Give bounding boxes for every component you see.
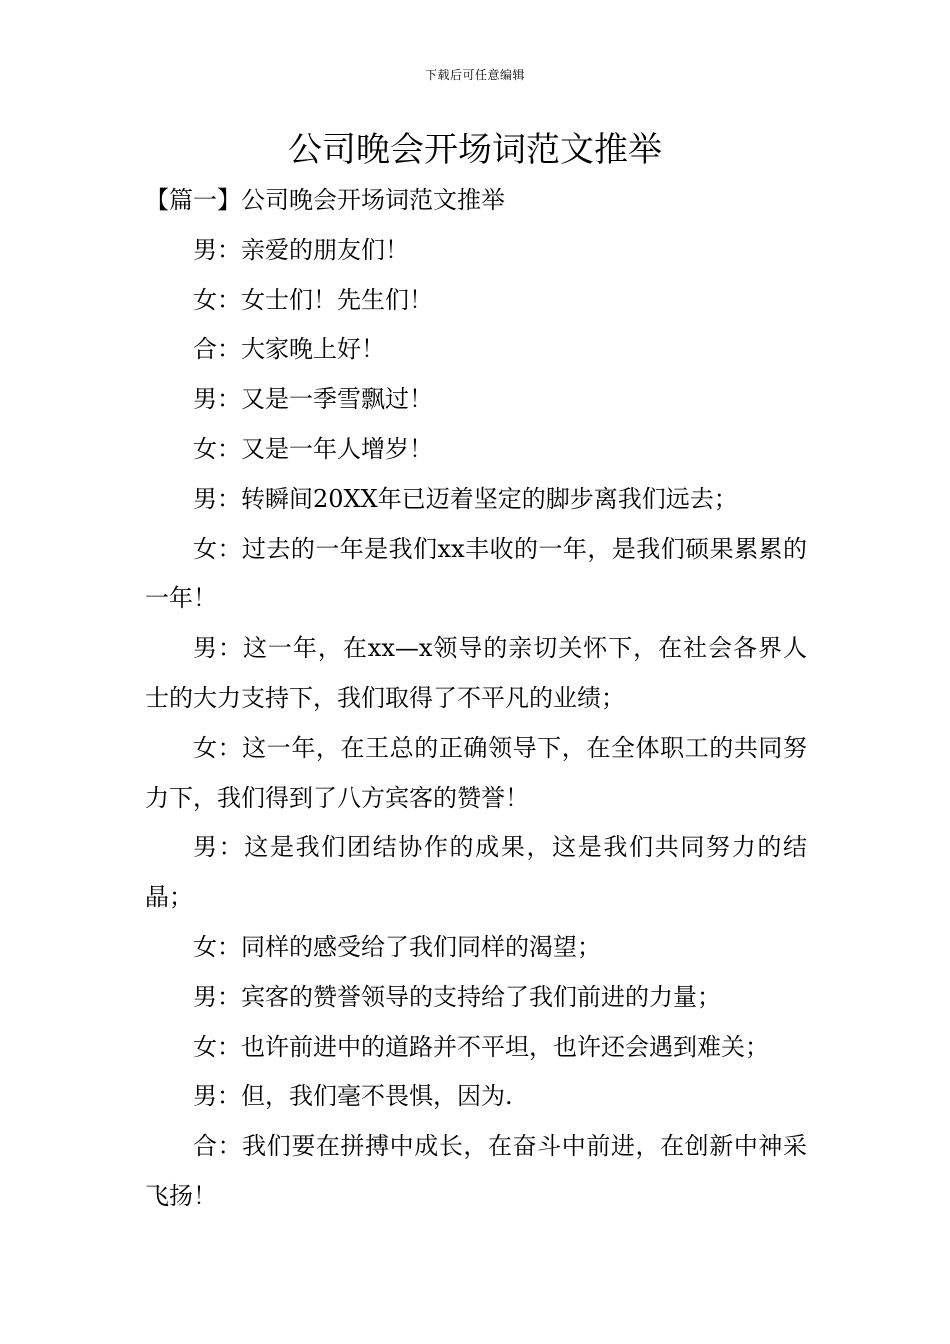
paragraph: 男：这一年，在xx—x领导的亲切关怀下，在社会各界人士的大力支持下，我们取得了不平凡的业绩； xyxy=(145,634,807,712)
section-heading: 【篇一】公司晚会开场词范文推举 xyxy=(145,186,505,214)
paragraph: 女：过去的一年是我们xx丰收的一年，是我们硕果累累的一年！ xyxy=(145,534,807,613)
paragraph: 男：亲爱的朋友们！ xyxy=(193,235,409,264)
paragraph: 男：转瞬间20XX年已迈着坚定的脚步离我们远去； xyxy=(193,484,738,513)
paragraph: 女：也许前进中的道路并不平坦，也许还会遇到难关； xyxy=(193,1032,769,1061)
document-body xyxy=(145,176,807,1222)
paragraph: 男：宾客的赞誉领导的支持给了我们前进的力量； xyxy=(193,982,721,1011)
paragraph: 男：但，我们毫不畏惧，因为. xyxy=(193,1082,513,1111)
paragraph: 女：同样的感受给了我们同样的渴望； xyxy=(193,932,601,961)
paragraph: 合：大家晚上好！ xyxy=(193,335,385,364)
header-note: 下载后可任意编辑 xyxy=(424,68,525,82)
paragraph: 女：又是一年人增岁！ xyxy=(193,434,433,463)
paragraph: 男：这是我们团结协作的成果，这是我们共同努力的结晶； xyxy=(145,833,807,912)
document-title: 公司晚会开场词范文推举 xyxy=(288,130,662,170)
paragraph: 女：女士们！先生们！ xyxy=(193,285,433,314)
paragraph: 合：我们要在拼搏中成长，在奋斗中前进，在创新中神采飞扬！ xyxy=(145,1132,807,1210)
paragraph: 男：又是一季雪飘过！ xyxy=(193,385,433,414)
paragraph: 女：这一年，在王总的正确领导下，在全体职工的共同努力下，我们得到了八方宾客的赞誉！ xyxy=(145,733,807,812)
